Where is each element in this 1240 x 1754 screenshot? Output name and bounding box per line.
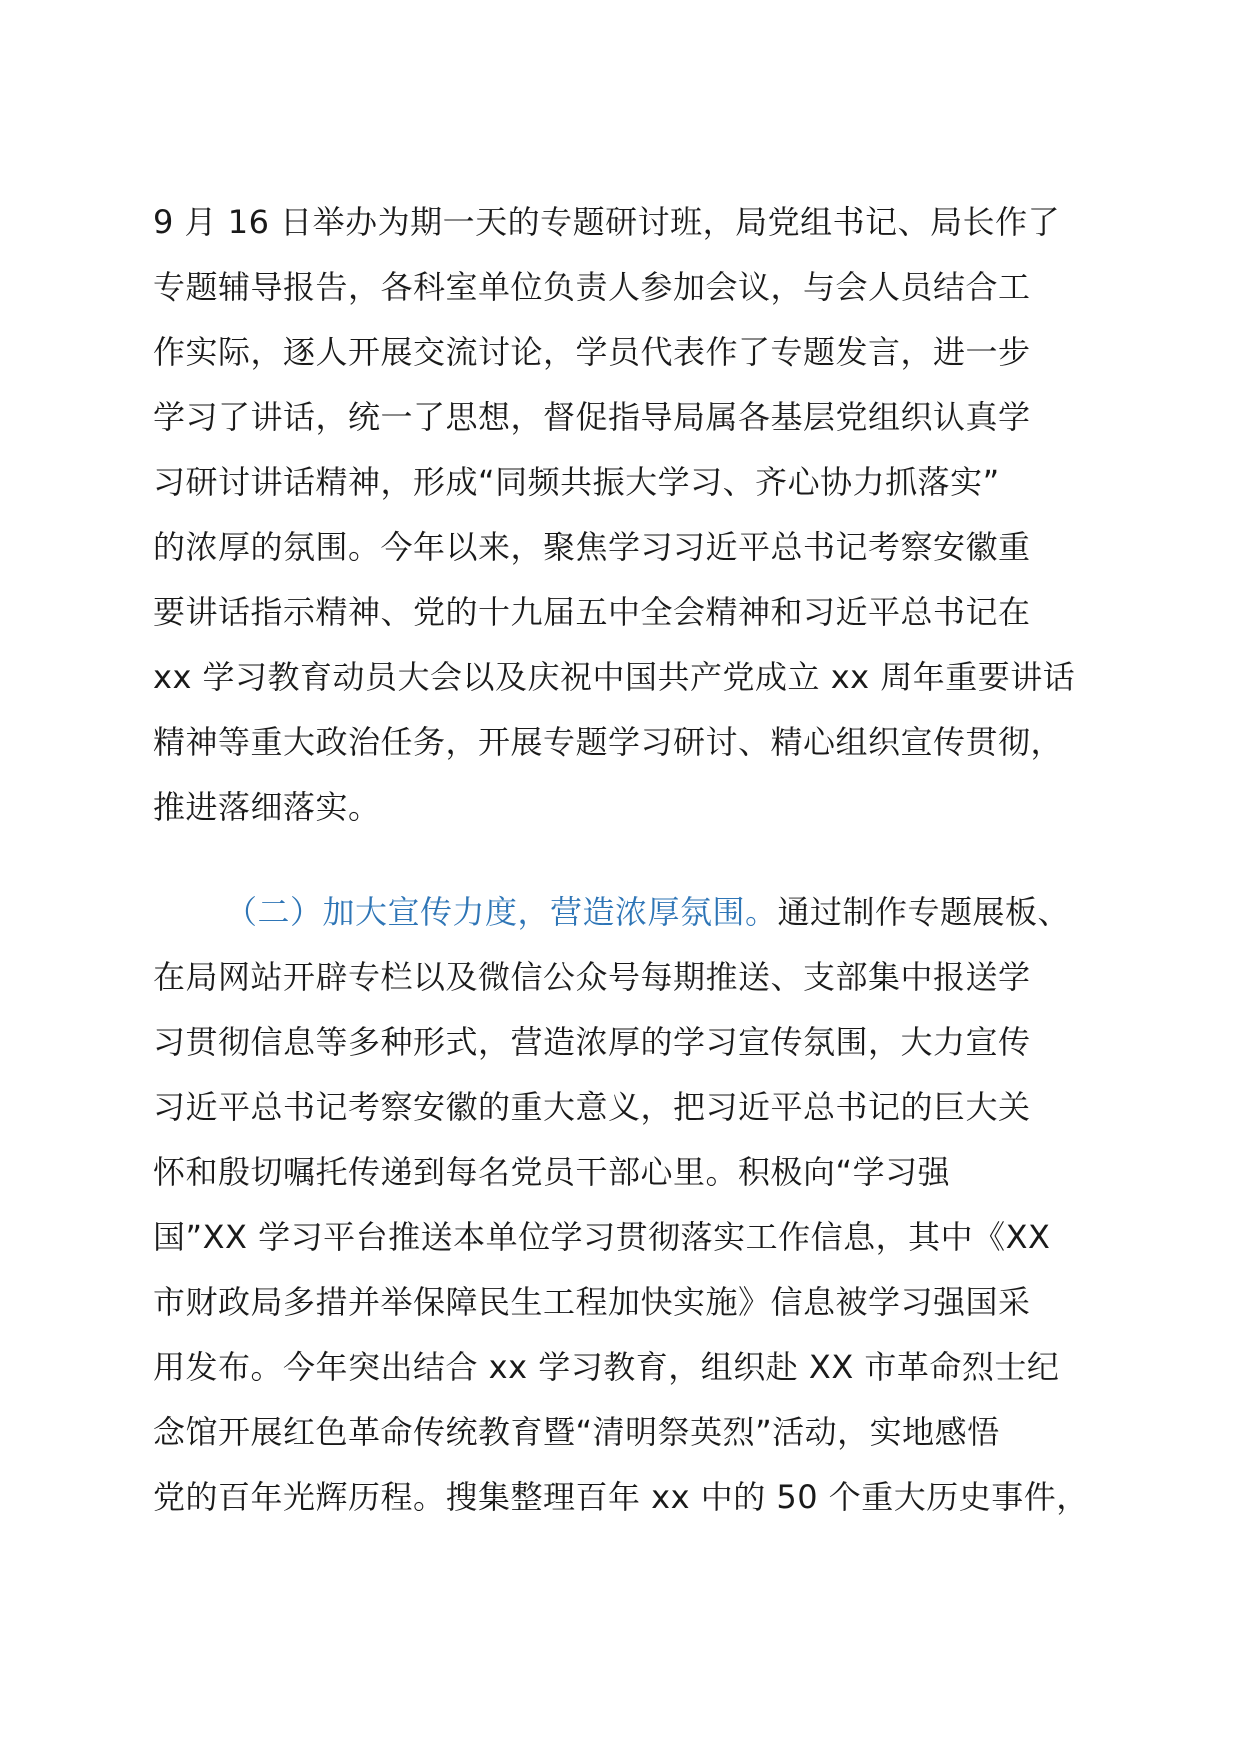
text-line: 党的百年光辉历程。搜集整理百年 xx 中的 50 个重大历史事件， [153,1478,1089,1516]
text-line: 习研讨讲话精神，形成“同频共振大学习、齐心协力抓落实” [153,463,1000,501]
paragraph-1 [153,190,1113,840]
text-line: 念馆开展红色革命传统教育暨“清明祭英烈”活动，实地感悟 [153,1413,1000,1451]
text-line: 怀和殷切嘱托传递到每名党员干部心里。积极向“学习强 [153,1153,951,1191]
text-line: 习贯彻信息等多种形式，营造浓厚的学习宣传氛围，大力宣传 [153,1023,1031,1061]
text-line: 推进落细落实。 [153,788,381,826]
text-line: 9 月 16 日举办为期一天的专题研讨班，局党组书记、局长作了 [153,203,1061,241]
text-line: 习近平总书记考察安徽的重大意义，把习近平总书记的巨大关 [153,1088,1031,1126]
text-line: 国”XX 学习平台推送本单位学习贯彻落实工作信息，其中《XX [153,1218,1051,1256]
text-line: xx 学习教育动员大会以及庆祝中国共产党成立 xx 周年重要讲话 [153,658,1076,696]
paragraph-2 [153,880,1113,1530]
text-line: 要讲话指示精神、党的十九届五中全会精神和习近平总书记在 [153,593,1031,631]
text-line: 在局网站开辟专栏以及微信公众号每期推送、支部集中报送学 [153,958,1031,996]
text-line: 用发布。今年突出结合 xx 学习教育，组织赴 XX 市革命烈士纪 [153,1348,1060,1386]
text-line: 学习了讲话，统一了思想，督促指导局属各基层党组织认真学 [153,398,1031,436]
text-line: 市财政局多措并举保障民生工程加快实施》信息被学习强国采 [153,1283,1031,1321]
text-line: 的浓厚的氛围。今年以来，聚焦学习习近平总书记考察安徽重 [153,528,1031,566]
section-heading: （二）加大宣传力度，营造浓厚氛围。 [225,893,778,931]
text-line: 专题辅导报告，各科室单位负责人参加会议，与会人员结合工 [153,268,1031,306]
text-line: 作实际，逐人开展交流讨论，学员代表作了专题发言，进一步 [153,333,1031,371]
text-line: 精神等重大政治任务，开展专题学习研讨、精心组织宣传贯彻， [153,723,1064,761]
heading-continuation: 通过制作专题展板、 [777,893,1071,931]
text-line-first [153,880,1113,945]
